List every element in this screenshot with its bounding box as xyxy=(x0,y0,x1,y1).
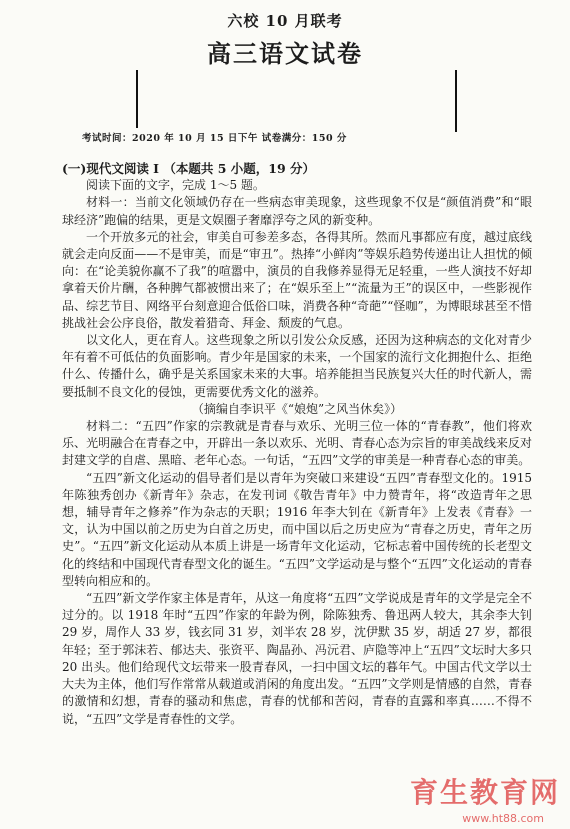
paragraph: “五四”新文化运动的倡导者们是以青年为突破口来建设“五四”青春型文化的。1915 年陈独秀创办《新青年》杂志，在发刊词《敬告青年》中力赞青年，将“改造青年之思想，辅导青年之修养”作为杂志的天职；1916 年李大钊在《新青年》上发表《青春》一文，认为中国以前之历史为白首之历史，而中国以后之历史应为“青春之历史，青年之历史”。“五四”新文化运动从本质上讲是一场青年文化运动，它标志着中国传统的长老型文化的终结和中国现代青春型文化的诞生。“五四”文学运动是与整个“五四”文化运动的青春型转向相应和的。 xyxy=(62,470,532,588)
paragraph: 一个开放多元的社会，审美自可参差多态，各得其所。然而凡事都应有度，越过底线就会走向反面——不是审美，而是“审丑”。热捧“小鲜肉”等娱乐趋势传递出让人担忧的倾向：在“论美貌你赢不了我”的喧嚣中，演员的自我修养显得无足轻重，一些人演技不好却拿着天价片酬，各种脾气都被惯出来了；在“娱乐至上”“流量为王”的误区中，一些影视作品、综艺节目、网络平台刻意迎合低俗口味，消费各种“奇葩”“怪咖”，为博眼球甚至不惜挑战社会公序良俗，散发着猎奇、拜金、颓废的气息。 xyxy=(62,229,532,330)
paragraph: 材料二：“五四”作家的宗教就是青春与欢乐、光明三位一体的“青春教”，他们将欢乐、光明融合在青春之中，开辟出一条以欢乐、光明、青春心态为宗旨的审美战线来反对封建文学的自虐、黑暗、老年心态。一句话，“五四”文学的审美是一种青春心态的审美。 xyxy=(62,419,532,468)
exam-subtitle: 六校 10 月联考 xyxy=(227,12,343,30)
watermark-logo: 育生教育网 xyxy=(409,776,560,809)
section-title: (一)现代文阅读 I （本题共 5 小题，19 分） xyxy=(62,161,316,176)
paragraph: 以文化人，更在育人。这些现象之所以引发公众反感，还因为这种病态的文化对青少年有着不可低估的负面影响。青少年是国家的未来，一个国家的流行文化拥抱什么、拒绝什么、传播什么，确乎是关系国家未来的大事。培养能担当民族复兴大任的时代新人，需要抵制不良文化的侵蚀，更需要优秀文化的滋养。 xyxy=(62,333,532,399)
scan-line-right xyxy=(455,70,457,132)
exam-info: 考试时间：2020 年 10 月 15 日下午 试卷满分：150 分 xyxy=(82,133,347,144)
paragraph: 材料一：当前文化领域仍存在一些病态审美现象，这些现象不仅是“颜值消费”和“眼球经济”跑偏的结果，更是文娱圈子奢靡浮夸之风的新变种。 xyxy=(62,195,532,227)
watermark-url: www.ht88.com xyxy=(462,812,544,825)
exam-title: 高三语文试卷 xyxy=(207,39,363,68)
reading-passage xyxy=(62,160,532,728)
scan-line-left xyxy=(136,70,138,128)
source-citation: （摘编自李识平《“娘炮”之风当休矣》） xyxy=(191,401,403,416)
paragraph: “五四”新文学作家主体是青年，从这一角度将“五四”文学说成是青年的文学是完全不过分的。以 1918 年时“五四”作家的年龄为例，除陈独秀、鲁迅两人较大，其余李大钊 29 岁，周作人 33 岁，钱玄同 31 岁，刘半农 28 岁，沈伊默 35 岁，胡适 27 岁，都很年轻；至于郭沫若、郁达夫、张资平、陶晶孙、冯沅君、庐隐等冲上“五四”文坛时大多只 20 出头。他们给现代文坛带来一股青春风，一扫中国文坛的暮年气。中国古代文学以士大夫为主体，他们写作常常从载道或消闲的角度出发。“五四”文学则是情感的自然，青春的激情和幻想，青春的骚动和焦虑，青春的忧郁和苦闷，青春的直露和率真……不得不说，“五四”文学是青春性的文学。 xyxy=(62,591,532,726)
instruction: 阅读下面的文字，完成 1～5 题。 xyxy=(86,178,265,193)
